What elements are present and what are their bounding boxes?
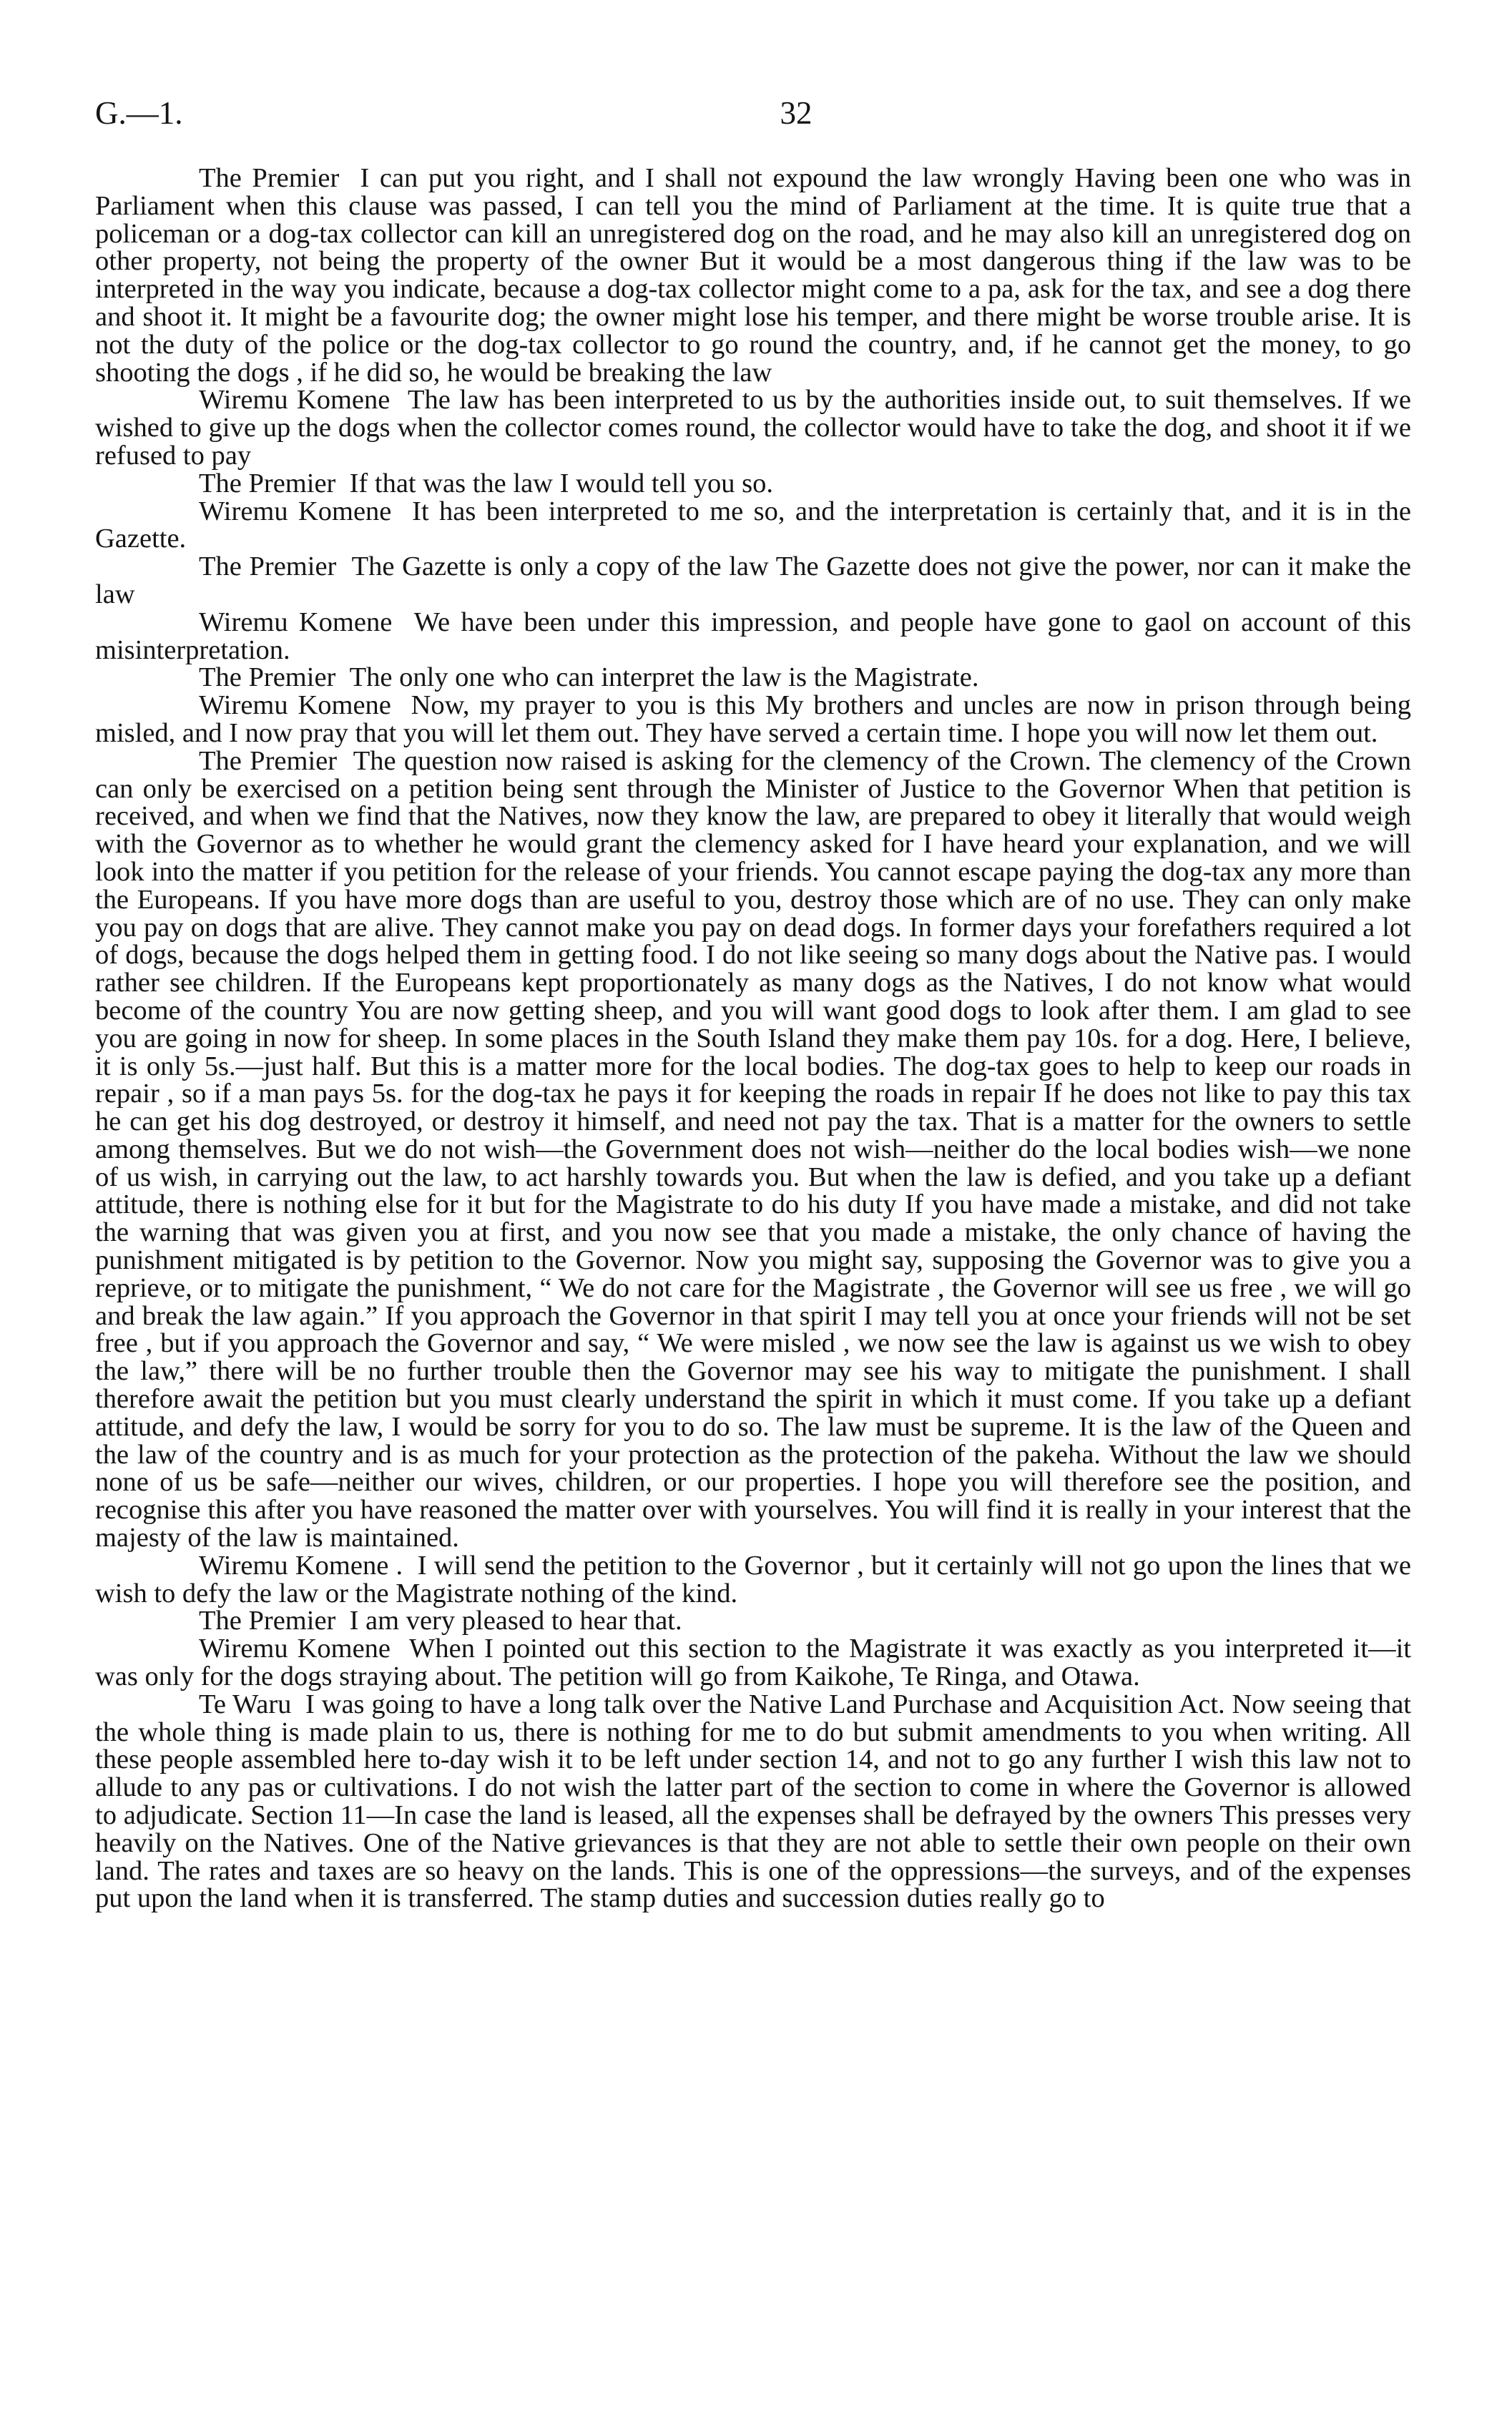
paragraph [95, 1635, 1411, 1691]
speech-text: Now, my prayer to you is this My brothers and uncles are now in prison through being misled, and I now pray that you will let them out. They have served a certain time. I hope you will now let them out. [95, 690, 1411, 748]
speech-text: The only one who can interpret the law is the Magistrate. [349, 662, 979, 693]
transcript-body [95, 164, 1411, 1912]
paragraph [95, 692, 1411, 747]
paragraph [95, 470, 1411, 498]
speaker-name: The Premier [199, 468, 336, 499]
paragraph [95, 1691, 1411, 1912]
paragraph [95, 386, 1411, 469]
speaker-name: The Premier [199, 163, 340, 193]
speaker-name: Wiremu Komene . [199, 1550, 403, 1581]
speech-text: If that was the law I would tell you so. [349, 468, 773, 499]
page-header [95, 92, 1411, 134]
speech-text: We have been under this impression, and people have gone to gaol on account of this misinterpretation. [95, 607, 1412, 665]
speaker-name: Wiremu Komene [199, 496, 392, 526]
speaker-name: The Premier [199, 745, 338, 776]
speech-text: I can put you right, and I shall not expound the law wrongly Having been one who was in Parliament when this clause was passed, I can tell you the mind of Parliament at the time. It is quite true that a policeman or a dog-tax collector can kill an unregistered dog on the road, and he may also kill an unregistered dog on other property, not being the property of the owner But it would be a most dangerous thing if the law was to be interpreted in the way you indicate, because a dog-tax collector might come to a pa, ask for the tax, and see a dog there and shoot it. It might be a favourite dog; the owner might lose his temper, and there might be worse trouble arise. It is not the duty of the police or the dog-tax collector to go round the country, and, if he cannot get the money, to go shooting the dogs , if he did so, he would be breaking the law [95, 163, 1411, 388]
speaker-name: The Premier [199, 662, 336, 693]
speech-text: The Gazette is only a copy of the law The Gazette does not give the power, nor can it make the law [95, 551, 1411, 609]
speech-text: The question now raised is asking for the clemency of the Crown. The clemency of the Crown can only be exercised on a petition being sent through the Minister of Justice to the Governor When that petition is received, and when we find that the Natives, now they know the law, are prepared to obey it literally that would weigh with the Governor as to whether he would grant the clemency asked for I have heard your explanation, and we will look into the matter if you petition for the release of your friends. You cannot escape paying the dog-tax any more than the Europeans. If you have more dogs than are useful to you, destroy those which are of no use. They can only make you pay on dogs that are alive. They cannot make you pay on dead dogs. In former days your forefathers required a lot of dogs, because the dogs helped them in getting food. I do not like seeing so many dogs about the Native pas. I would rather see children. If the Europeans kept proportionately as many dogs as the Natives, I do not know what would become of the country You are now getting sheep, and you will want good dogs to look after them. I am glad to see you are going in now for sheep. In some places in the South Island they make them pay 10s. for a dog. Here, I believe, it is only 5s.—just half. But this is a matter more for the local bodies. The dog-tax goes to help to keep our roads in repair , so if a man pays 5s. for the dog-tax he pays it for keeping the roads in repair If he does not like to pay this tax he can get his dog destroyed, or destroy it himself, and need not pay the tax. That is a matter for the owners to settle among themselves. But we do not wish—the Government does not wish—neither do the local bodies wish—we none of us wish, in carrying out the law, to act harshly towards you. But when the law is defied, and you take up a defiant attitude, there is nothing else for it but for the Magistrate to do his duty If you have made a mistake, and did not take the warning that was given you at first, and you now see that you made a mistake, the only chance of having the punishment mitigated is by petition to the Governor. Now you might say, supposing the Governor was to give you a reprieve, or to mitigate the punishment, “ We do not care for the Magistrate , the Governor will see us free , we will go and break the law again.” If you approach the Governor in that spirit I may tell you at once your friends will not be set free , but if you approach the Governor and say, “ We were misled , we now see the law is against us we wish to obey the law,” there will be no further trouble then the Governor may see his way to mitigate the punishment. I shall therefore await the petition but you must clearly understand the spirit in which it must come. If you take up a defiant attitude, and defy the law, I would be sorry for you to do so. The law must be supreme. It is the law of the Queen and the law of the country and is as much for your protection as the protection of the pakeha. Without the law we should none of us be safe—neither our wives, children, or our properties. I hope you will therefore see the position, and recognise this after you have reasoned the matter over with yourselves. You will find it is really in your interest that the majesty of the law is maintained. [95, 745, 1411, 1553]
page-number: 32 [780, 95, 813, 131]
speech-text: When I pointed out this section to the Magistrate it was exactly as you interpreted it—it was only for the dogs straying about. The petition will go from Kaikohe, Te Ringa, and Otawa. [95, 1634, 1411, 1692]
paragraph [95, 553, 1411, 609]
speaker-name: Wiremu Komene [199, 607, 393, 637]
speech-text: The law has been interpreted to us by the authorities inside out, to suit themselves. If we wished to give up the dogs when the collector comes round, the collector would have to take the dog, and shoot it if we refused to pay [95, 385, 1411, 471]
speaker-name: The Premier [199, 1606, 336, 1636]
paragraph [95, 1552, 1411, 1608]
speech-text: I was going to have a long talk over the Native Land Purchase and Acquisition Act. Now seeing that the whole thing is made plain to us, there is nothing for me to do but submit amendments to you when writing. All these people assembled here to-day wish it to be left under section 14, and not to go any further I wish this law not to allude to any pas or cultivations. I do not wish the latter part of the section to come in where the Governor is allowed to adjudicate. Section 11—In case the land is leased, all the expenses shall be defrayed by the owners This presses very heavily on the Natives. One of the Native grievances is that they are not able to settle their own people on their own land. The rates and taxes are so heavy on the lands. This is one of the oppressions—the surveys, and of the expenses put upon the land when it is transferred. The stamp duties and succession duties really go to [95, 1689, 1412, 1914]
paragraph [95, 1607, 1411, 1635]
speaker-name: Wiremu Komene [199, 385, 391, 416]
paragraph [95, 747, 1411, 1552]
speaker-name: Wiremu Komene [199, 690, 391, 721]
paragraph [95, 498, 1411, 554]
paragraph [95, 609, 1411, 664]
paragraph [95, 664, 1411, 692]
speaker-name: Wiremu Komene [199, 1634, 391, 1664]
speaker-name: The Premier [199, 551, 337, 582]
speaker-name: Te Waru [199, 1689, 292, 1719]
paragraph [95, 164, 1411, 386]
speech-text: I am very pleased to hear that. [349, 1606, 682, 1636]
document-id: G.—1. [95, 95, 183, 131]
speech-text: It has been interpreted to me so, and the interpretation is certainly that, and it is in the Gazette. [95, 496, 1411, 554]
speech-text: I will send the petition to the Governor , but it certainly will not go upon the lines that we wish to defy the law or the Magistrate nothing of the kind. [95, 1550, 1412, 1609]
